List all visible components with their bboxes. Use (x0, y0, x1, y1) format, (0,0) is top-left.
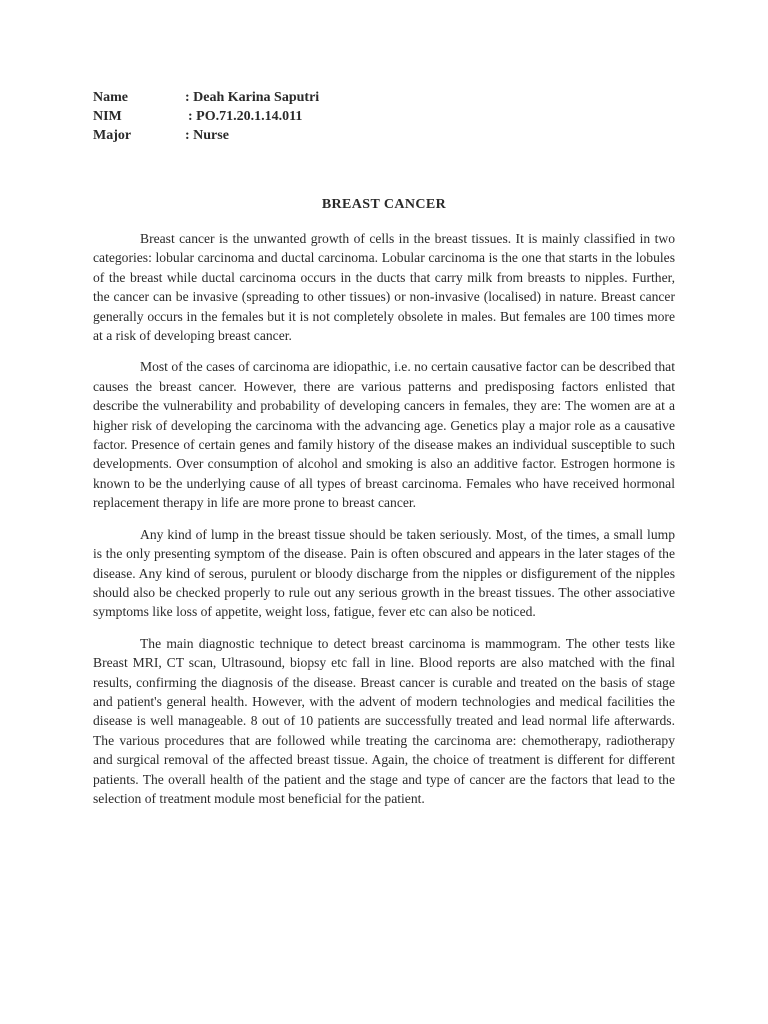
paragraph-symptoms: Any kind of lump in the breast tissue should be taken seriously. Most, of the times, a small lump is the only presenting symptom of the disease. Pain is often obscured and appears in the later stages of the disease. Any kind of serous, purulent or bloody discharge from the nipples or disfigurement of the nipples should also be checked properly to rule out any serious growth in the breast tissues. The other associative symptoms like loss of appetite, weight loss, fatigue, fever etc can also be noticed. (93, 526, 675, 620)
name-value: : Deah Karina Saputri (185, 90, 320, 105)
paragraph-definition: Breast cancer is the unwanted growth of cells in the breast tissues. It is mainly classified in two categories: lobular carcinoma and ductal carcinoma. Lobular carcinoma is the one that starts in the lobules of the breast while ductal carcinoma occurs in the ducts that carry milk from breasts to nipples. Further, the cancer can be invasive (spreading to other tissues) or non-invasive (localised) in nature. Breast cancer generally occurs in the females but it is not completely obsolete in males. But females are 100 times more at a risk of developing breast cancer. (93, 231, 675, 344)
paragraph-diagnosis-treatment: The main diagnostic technique to detect breast carcinoma is mammogram. The other tests like Breast MRI, CT scan, Ultrasound, biopsy etc fall in line. Blood reports are also matched with the final results, confirming the diagnosis of the disease. Breast cancer is curable and treated on the basis of stage and patient's general health. However, with the advent of modern technologies and medical facilities the disease is well manageable. 8 out of 10 patients are successfully treated and lead normal life afterwards. The various procedures that are followed while treating the carcinoma are: chemotherapy, radiotherapy and surgical removal of the affected breast tissue. Again, the choice of treatment is different for different patients. The overall health of the patient and the stage and type of cancer are the factors that lead to the selection of treatment module most beneficial for the patient. (93, 635, 675, 806)
major-row (93, 126, 319, 145)
nim-value: : PO.71.20.1.14.011 (188, 109, 303, 124)
document-title: BREAST CANCER (321, 197, 447, 212)
name-label: Name (93, 90, 128, 105)
name-row (93, 88, 319, 107)
nim-row (93, 107, 319, 126)
major-value: : Nurse (185, 128, 229, 143)
document-body (93, 229, 675, 820)
major-label: Major (93, 128, 132, 143)
nim-label: NIM (93, 109, 122, 124)
paragraph-causes: Most of the cases of carcinoma are idiopathic, i.e. no certain causative factor can be described that causes the breast cancer. However, there are various patterns and predisposing factors enlisted that describe the vulnerability and probability of developing cancers in females, they are: The women are at a higher risk of developing the carcinoma with the advancing age. Genetics play a major role as a causative factor. Presence of certain genes and family history of the disease makes an individual susceptible to such developments. Over consumption of alcohol and smoking is also an additive factor. Estrogen hormone is known to be the underlying cause of all types of breast carcinoma. Females who have received hormonal replacement therapy in life are more prone to breast cancer. (93, 359, 675, 511)
student-info (93, 88, 319, 145)
